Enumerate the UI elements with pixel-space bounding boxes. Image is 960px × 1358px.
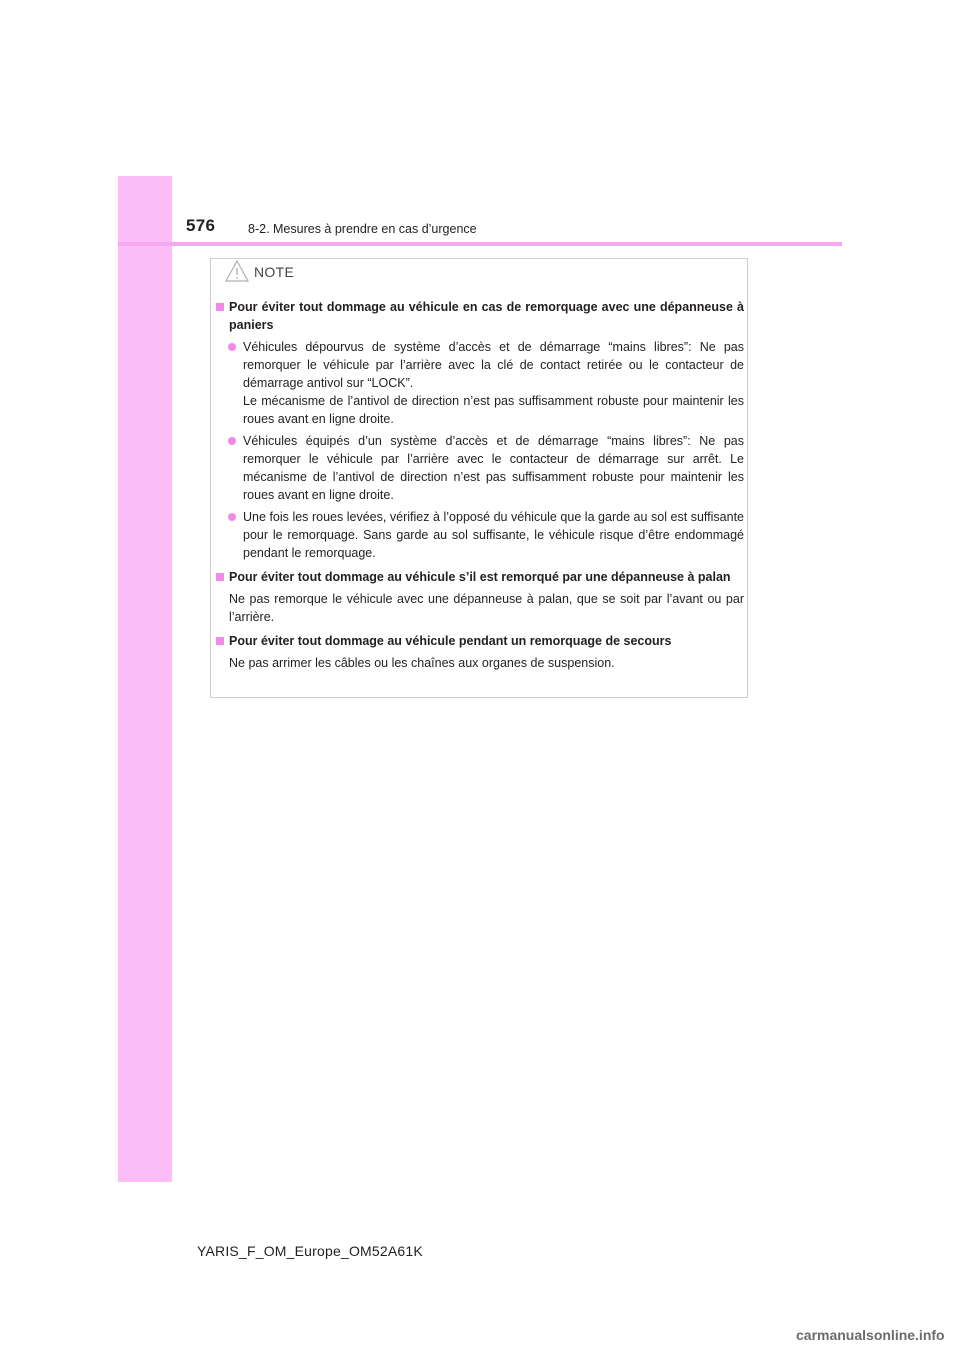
list-item: Véhicules équipés d’un système d’accès et de démarrage “mains libres”: Ne pas remorquer le véhicule par l’arrière avec le contacteur de démarrage sur arrêt. Le mécanisme de l’antivol de direction n’est pas suffisamment robuste pour maintenir les roues avant en ligne droite. [216, 432, 744, 504]
round-bullet-icon [228, 343, 236, 351]
section-text: Ne pas arrimer les câbles ou les chaînes aux organes de suspension. [229, 656, 615, 670]
note-section-1 [216, 298, 744, 562]
round-bullet-icon [228, 437, 236, 445]
note-content [216, 298, 744, 672]
note-section-3 [216, 632, 744, 672]
header-rule [118, 242, 842, 246]
section-title: 8-2. Mesures à prendre en cas d’urgence [248, 222, 477, 236]
note-section-2 [216, 568, 744, 626]
note-label: NOTE [254, 264, 295, 280]
section-heading: Pour éviter tout dommage au véhicule en cas de remorquage avec une dépanneuse à paniers [216, 298, 744, 334]
side-band [118, 176, 172, 1182]
list-item: Véhicules dépourvus de système d’accès et de démarrage “mains libres”: Ne pas remorquer le véhicule par l’arrière avec la clé de contact retirée ou le contacteur de démarrage antivol sur “LOCK”. Le mécanisme de l’antivol de direction n’est pas suffisamment robuste pour maintenir les roues avant en ligne droite. [216, 338, 744, 428]
section-text: Ne pas remorque le véhicule avec une dépanneuse à palan, que se soit par l’avant ou par l’arrière. [229, 592, 744, 624]
square-bullet-icon [216, 637, 224, 645]
warning-icon [225, 259, 249, 283]
round-bullet-icon [228, 513, 236, 521]
square-bullet-icon [216, 303, 224, 311]
square-bullet-icon [216, 573, 224, 581]
page-number: 576 [186, 216, 216, 235]
watermark[interactable]: carmanualsonline.info [796, 1327, 945, 1343]
list-item: Une fois les roues levées, vérifiez à l’opposé du véhicule que la garde au sol est suffisante pour le remorquage. Sans garde au sol suffisante, le véhicule risque d’être endommagé pendant le remorquage. [216, 508, 744, 562]
section-heading: Pour éviter tout dommage au véhicule s’il est remorqué par une dépanneuse à palan [216, 568, 744, 586]
section-heading: Pour éviter tout dommage au véhicule pendant un remorquage de secours [216, 632, 744, 650]
document-code: YARIS_F_OM_Europe_OM52A61K [197, 1243, 423, 1259]
